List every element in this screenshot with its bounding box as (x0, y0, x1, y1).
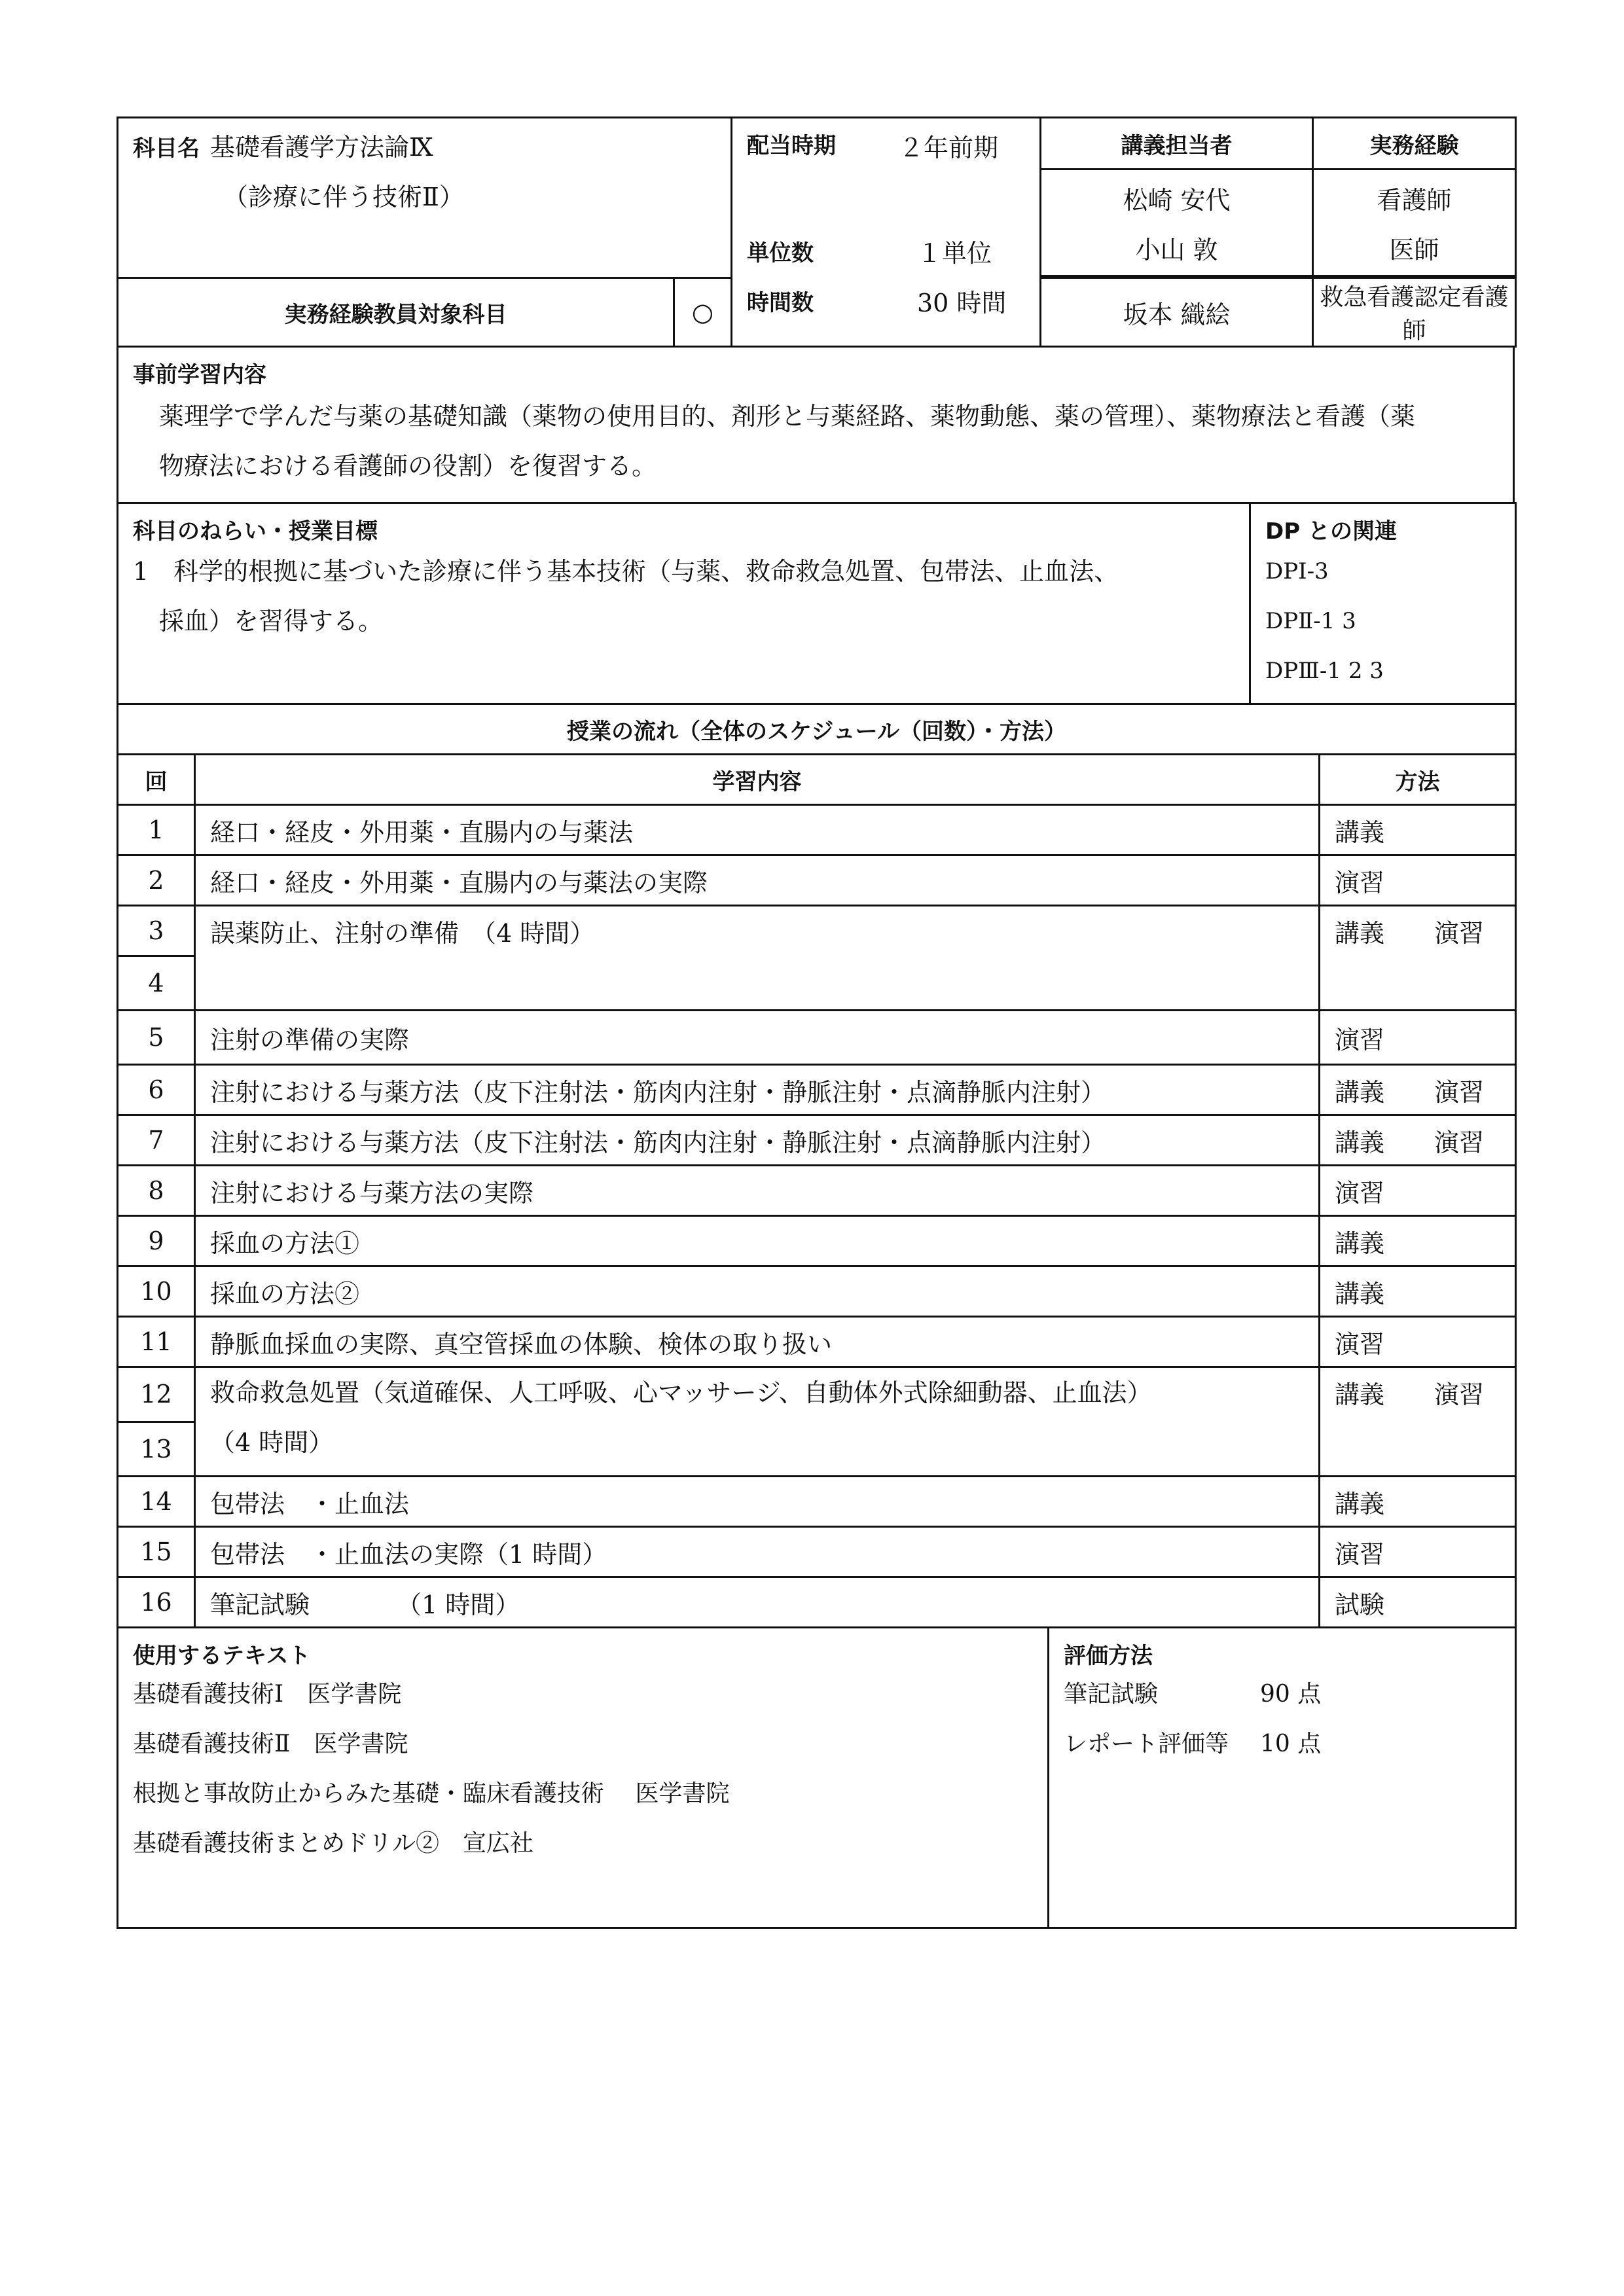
session-content: 注射における与薬方法の実際 (195, 1166, 1320, 1216)
experience-label: 実務経験 (1313, 118, 1516, 170)
session-num: 9 (118, 1216, 195, 1266)
session-method: 演習 (1320, 1011, 1516, 1065)
credits-value: １単位 (917, 238, 992, 268)
evaluation-score: 10 点 (1260, 1731, 1322, 1757)
hours-label: 時間数 (747, 289, 814, 316)
prior-learning-table (117, 346, 1515, 504)
session-content: 包帯法 ・止血法 (195, 1477, 1320, 1527)
instructor-experience-value: 医師 (1389, 236, 1439, 264)
session-method: 演習 (1320, 855, 1516, 906)
schedule-table (117, 703, 1517, 1628)
aims-text: 採血）を習得する。 (159, 607, 384, 636)
session-content: 経口・経皮・外用薬・直腸内の与薬法 (195, 805, 1320, 855)
text-item: 根拠と事故防止からみた基礎・臨床看護技術 医学書院 (133, 1780, 730, 1807)
text-item: 基礎看護技術Ⅰ 医学書院 (133, 1681, 402, 1708)
aims-label: 科目のねらい・授業目標 (133, 518, 378, 545)
aims-text: 1 科学的根拠に基づいた診療に伴う基本技術（与薬、救命救急処置、包帯法、止血法、 (133, 557, 1119, 586)
session-method: 講義 (1320, 1477, 1516, 1527)
col-num-header: 回 (118, 755, 195, 805)
texts-cell (118, 1628, 1049, 1928)
evaluation-label: 評価方法 (1064, 1643, 1153, 1669)
texts-evaluation-table (117, 1626, 1517, 1929)
session-content: 注射における与薬方法（皮下注射法・筋肉内注射・静脈注射・点滴静脈内注射） (195, 1065, 1320, 1115)
instructor-experience-value: 看護師 (1377, 186, 1452, 215)
session-method: 講義 (1320, 805, 1516, 855)
dp-cell (1250, 503, 1516, 704)
session-num: 11 (118, 1317, 195, 1367)
session-content: 筆記試験 （1 時間） (195, 1577, 1320, 1628)
session-content: 注射における与薬方法（皮下注射法・筋肉内注射・静脈注射・点滴静脈内注射） (195, 1115, 1320, 1166)
session-num: 1 (118, 805, 195, 855)
hours-value: 30 時間 (917, 288, 1007, 317)
session-content: （4 時間） (210, 1428, 334, 1457)
session-num: 2 (118, 855, 195, 906)
session-num: 16 (118, 1577, 195, 1628)
dp-item: DPⅠ-3 (1265, 558, 1329, 584)
period-value: ２年前期 (899, 134, 999, 162)
evaluation-name: 筆記試験 (1064, 1681, 1159, 1708)
col-content-header: 学習内容 (195, 755, 1320, 805)
evaluation-row (1064, 1719, 1500, 1769)
session-method: 講義 演習 (1320, 906, 1516, 1011)
text-item: 基礎看護技術まとめドリル② 宣広社 (133, 1830, 534, 1857)
session-content: 静脈血採血の実際、真空管採血の体験、検体の取り扱い (195, 1317, 1320, 1367)
subject-name-line1: 基礎看護学方法論Ⅸ (210, 133, 433, 162)
dp-label: DP との関連 (1265, 518, 1397, 545)
evaluation-name: レポート評価等 (1064, 1731, 1229, 1757)
session-content: 採血の方法① (195, 1216, 1320, 1266)
session-method: 講義 (1320, 1266, 1516, 1317)
instructor-name: 坂本 織絵 (1041, 278, 1313, 347)
session-content-block (195, 1367, 1320, 1477)
syllabus-sheet (117, 117, 1515, 1929)
prior-learning-text: 物療法における看護師の役割）を復習する。 (159, 452, 657, 480)
instructor-experience (1313, 170, 1516, 276)
session-num: 3 (118, 906, 195, 956)
evaluation-row (1064, 1670, 1500, 1719)
session-method: 試験 (1320, 1577, 1516, 1628)
session-method: 演習 (1320, 1166, 1516, 1216)
session-method: 講義 演習 (1320, 1115, 1516, 1166)
subject-label: 科目名 (133, 135, 200, 162)
dp-item: DPⅢ-1 2 3 (1265, 658, 1384, 684)
session-num: 5 (118, 1011, 195, 1065)
session-method: 講義 演習 (1320, 1367, 1516, 1477)
credits-label: 単位数 (747, 240, 814, 266)
col-method-header: 方法 (1320, 755, 1516, 805)
text-item: 基礎看護技術Ⅱ 医学書院 (133, 1731, 408, 1757)
schedule-title: 授業の流れ（全体のスケジュール（回数）・方法） (118, 704, 1516, 755)
session-num: 7 (118, 1115, 195, 1166)
prior-learning-cell (118, 347, 1514, 503)
instructor-name: 小山 敦 (1135, 236, 1218, 264)
practical-mark: ○ (674, 278, 732, 347)
aims-cell (118, 503, 1250, 704)
instructor-name: 松崎 安代 (1123, 186, 1231, 215)
instructor-experience-value: 救急看護認定看護師 (1313, 278, 1516, 347)
session-num: 4 (118, 956, 195, 1011)
instructor-names (1041, 170, 1313, 276)
session-content: 注射の準備の実際 (195, 1011, 1320, 1065)
prior-learning-text: 薬理学で学んだ与薬の基礎知識（薬物の使用目的、剤形と与薬経路、薬物動態、薬の管理）、薬物療法と看護（薬 (159, 402, 1416, 431)
session-content: 採血の方法② (195, 1266, 1320, 1317)
aims-table (117, 502, 1517, 705)
session-content: 包帯法 ・止血法の実際（1 時間） (195, 1527, 1320, 1577)
subject-cell (118, 118, 732, 278)
session-num: 8 (118, 1166, 195, 1216)
session-method: 講義 演習 (1320, 1065, 1516, 1115)
session-num: 14 (118, 1477, 195, 1527)
evaluation-cell (1049, 1628, 1516, 1928)
dp-item: DPⅡ-1 3 (1265, 608, 1356, 634)
session-method: 演習 (1320, 1527, 1516, 1577)
session-num: 13 (118, 1422, 195, 1477)
session-num: 12 (118, 1367, 195, 1422)
session-num: 6 (118, 1065, 195, 1115)
period-label: 配当時期 (747, 133, 836, 159)
session-num: 10 (118, 1266, 195, 1317)
subject-name-line2: （診療に伴う技術Ⅱ） (223, 183, 464, 211)
session-method: 講義 (1320, 1216, 1516, 1266)
prior-learning-label: 事前学習内容 (133, 362, 266, 388)
period-credits-cell (732, 118, 1041, 347)
session-content: 誤薬防止、注射の準備 （4 時間） (195, 906, 1320, 1011)
texts-label: 使用するテキスト (133, 1643, 311, 1669)
practical-label: 実務経験教員対象科目 (118, 278, 674, 347)
header-table (117, 117, 1517, 348)
instructor-label: 講義担当者 (1041, 118, 1313, 170)
evaluation-score: 90 点 (1260, 1681, 1322, 1708)
session-num: 15 (118, 1527, 195, 1577)
session-content: 救命救急処置（気道確保、人工呼吸、心マッサージ、自動体外式除細動器、止血法） (210, 1378, 1152, 1407)
session-content: 経口・経皮・外用薬・直腸内の与薬法の実際 (195, 855, 1320, 906)
session-method: 演習 (1320, 1317, 1516, 1367)
